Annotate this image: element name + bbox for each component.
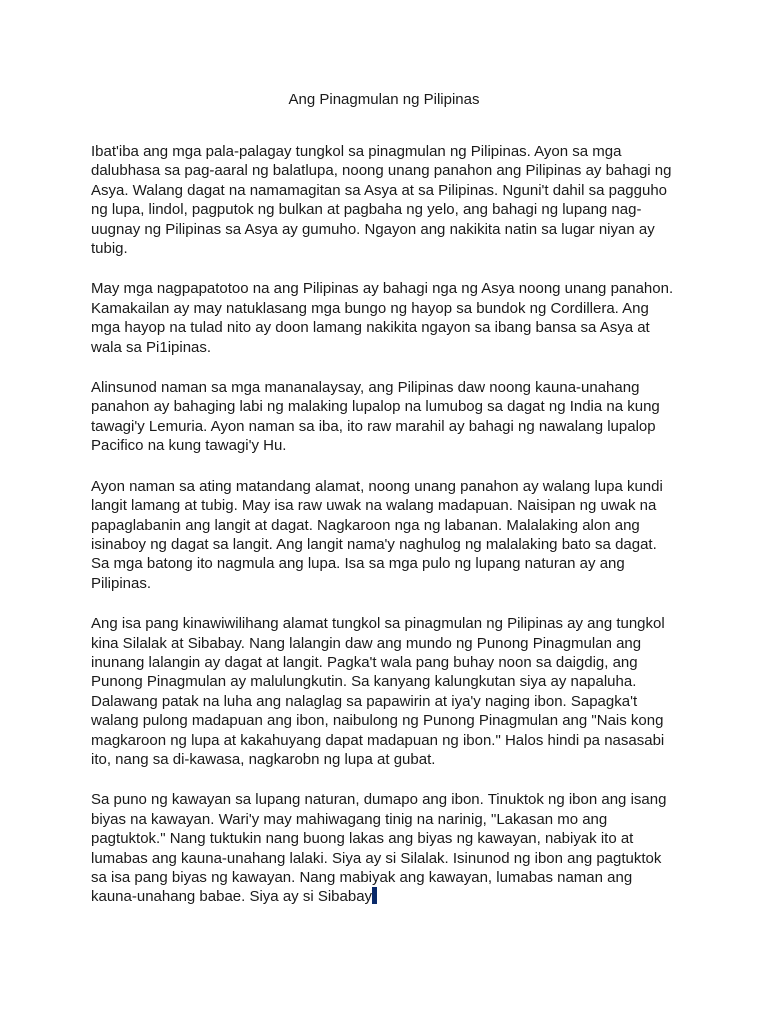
text-line: tubig. [91, 240, 128, 258]
text-line: pagtuktok." Nang tuktukin nang buong lakas ang biyas ng kawayan, nabiyak ito at [91, 830, 634, 848]
text-line: Ibat'iba ang mga pala-palagay tungkol sa pinagmulan ng Pilipinas. Ayon sa mga [91, 143, 622, 160]
text-cursor [372, 887, 377, 904]
text-line: langit lamang at tubig. May isa raw uwak na walang madapuan. Naisipan ng uwak na [91, 497, 657, 515]
text-line: Asya. Walang dagat na namamagitan sa Asya at sa Pilipinas. Nguni't dahil sa pagguho [91, 181, 667, 199]
text-line: Pacifico na kung tawagi'y Hu. [91, 437, 287, 455]
text-line: isinaboy ng dagat sa langit. Ang langit nama'y naghulog ng malalaking bato sa dagat. [91, 535, 657, 553]
text-line: tawagi'y Lemuria. Ayon naman sa iba, ito raw marahil ay bahagi ng nawalang lupalop [91, 417, 656, 435]
document-body [91, 142, 721, 928]
text-line: walang pulong madapuan ang ibon, naibulong ng Punong Pinagmulan ang "Nais kong [91, 712, 664, 730]
paragraph-4 [91, 477, 721, 593]
text-line: Sa puno ng kawayan sa lupang naturan, dumapo ang ibon. Tinuktok ng ibon ang isang [91, 791, 667, 809]
text-line: Dalawang patak na luha ang nalaglag sa papawirin at iya'y naging ibon. Sapagka't [91, 692, 638, 710]
text-line: Ang isa pang kinawiwilihang alamat tungkol sa pinagmulan ng Pilipinas ay ang tungkol [91, 615, 665, 633]
text-line: biyas na kawayan. Wari'y may mahiwagang tinig na narinig, "Lakasan mo ang [91, 810, 608, 828]
text-line: Sa mga batong ito nagmula ang lupa. Isa sa mga pulo ng lupang naturan ay ang [91, 555, 625, 573]
text-line: kina Silalak at Sibabay. Nang lalangin daw ang mundo ng Punong Pinagmulan ang [91, 634, 642, 652]
text-line: Alinsunod naman sa mga mananalaysay, ang Pilipinas daw noong kauna-unahang [91, 379, 640, 397]
text-line: magkaroon ng lupa at kakahuyang dapat madapuan ng ibon." Halos hindi pa nasasabi [91, 731, 665, 749]
text-line: papaglabanin ang langit at dagat. Nagkaroon nga ng labanan. Malalaking alon ang [91, 516, 640, 534]
text-line: May mga nagpapatotoo na ang Pilipinas ay bahagi nga ng Asya noong unang panahon. [91, 280, 674, 298]
text-line: wala sa Pi1ipinas. [91, 338, 212, 356]
last-text-line [91, 887, 721, 906]
text-line: Punong Pinagmulan ay malulungkutin. Sa kanyang kalungkutan siya ay napaluha. [91, 673, 637, 691]
paragraph-1 [91, 142, 721, 258]
text-line: Kamakailan ay may natuklasang mga bungo ng hayop sa bundok ng Cordillera. Ang [91, 299, 649, 317]
paragraph-2 [91, 279, 721, 357]
text-line: ng lupa, lindol, pagputok ng bulkan at pagbaha ng yelo, ang bahagi ng lupang nag- [91, 201, 642, 219]
text-line: sa isa pang biyas ng kawayan. Nang mabiyak ang kawayan, lumabas naman ang [91, 869, 633, 886]
text-line: mga hayop na tulad nito ay doon lamang nakikita ngayon sa ibang bansa sa Asya at [91, 319, 650, 337]
text-line: lumabas ang kauna-unahang lalaki. Siya ay si Silalak. Isinunod ng ibon ang pagtuktok [91, 849, 662, 867]
paragraph-3 [91, 378, 721, 456]
text-line: inunang lalangin ay dagat at langit. Pagka't wala pang buhay noon sa daigdig, ang [91, 653, 638, 671]
text-line: Ayon naman sa ating matandang alamat, noong unang panahon ay walang lupa kundi [91, 477, 663, 495]
text-line: panahon ay bahaging labi ng malaking lupalop na lumubog sa dagat ng India na kung [91, 398, 660, 416]
paragraph-6 [91, 790, 721, 906]
document-title: Ang Pinagmulan ng Pilipinas [288, 91, 480, 108]
text-line: dalubhasa sa pag-aaral ng balatlupa, noong unang panahon ang Pilipinas ay bahagi ng [91, 162, 672, 180]
text-line: uugnay ng Pilipinas sa Asya ay gumuho. Ngayon ang nakikita natin sa lugar niyan ay [91, 220, 655, 238]
paragraph-5 [91, 614, 721, 769]
last-line-text: kauna-unahang babae. Siya ay si Sibabay [91, 888, 373, 906]
text-line: ito, nang sa di-kawasa, nagkarobn ng lupa at gubat. [91, 750, 436, 768]
text-line: Pilipinas. [91, 574, 152, 592]
